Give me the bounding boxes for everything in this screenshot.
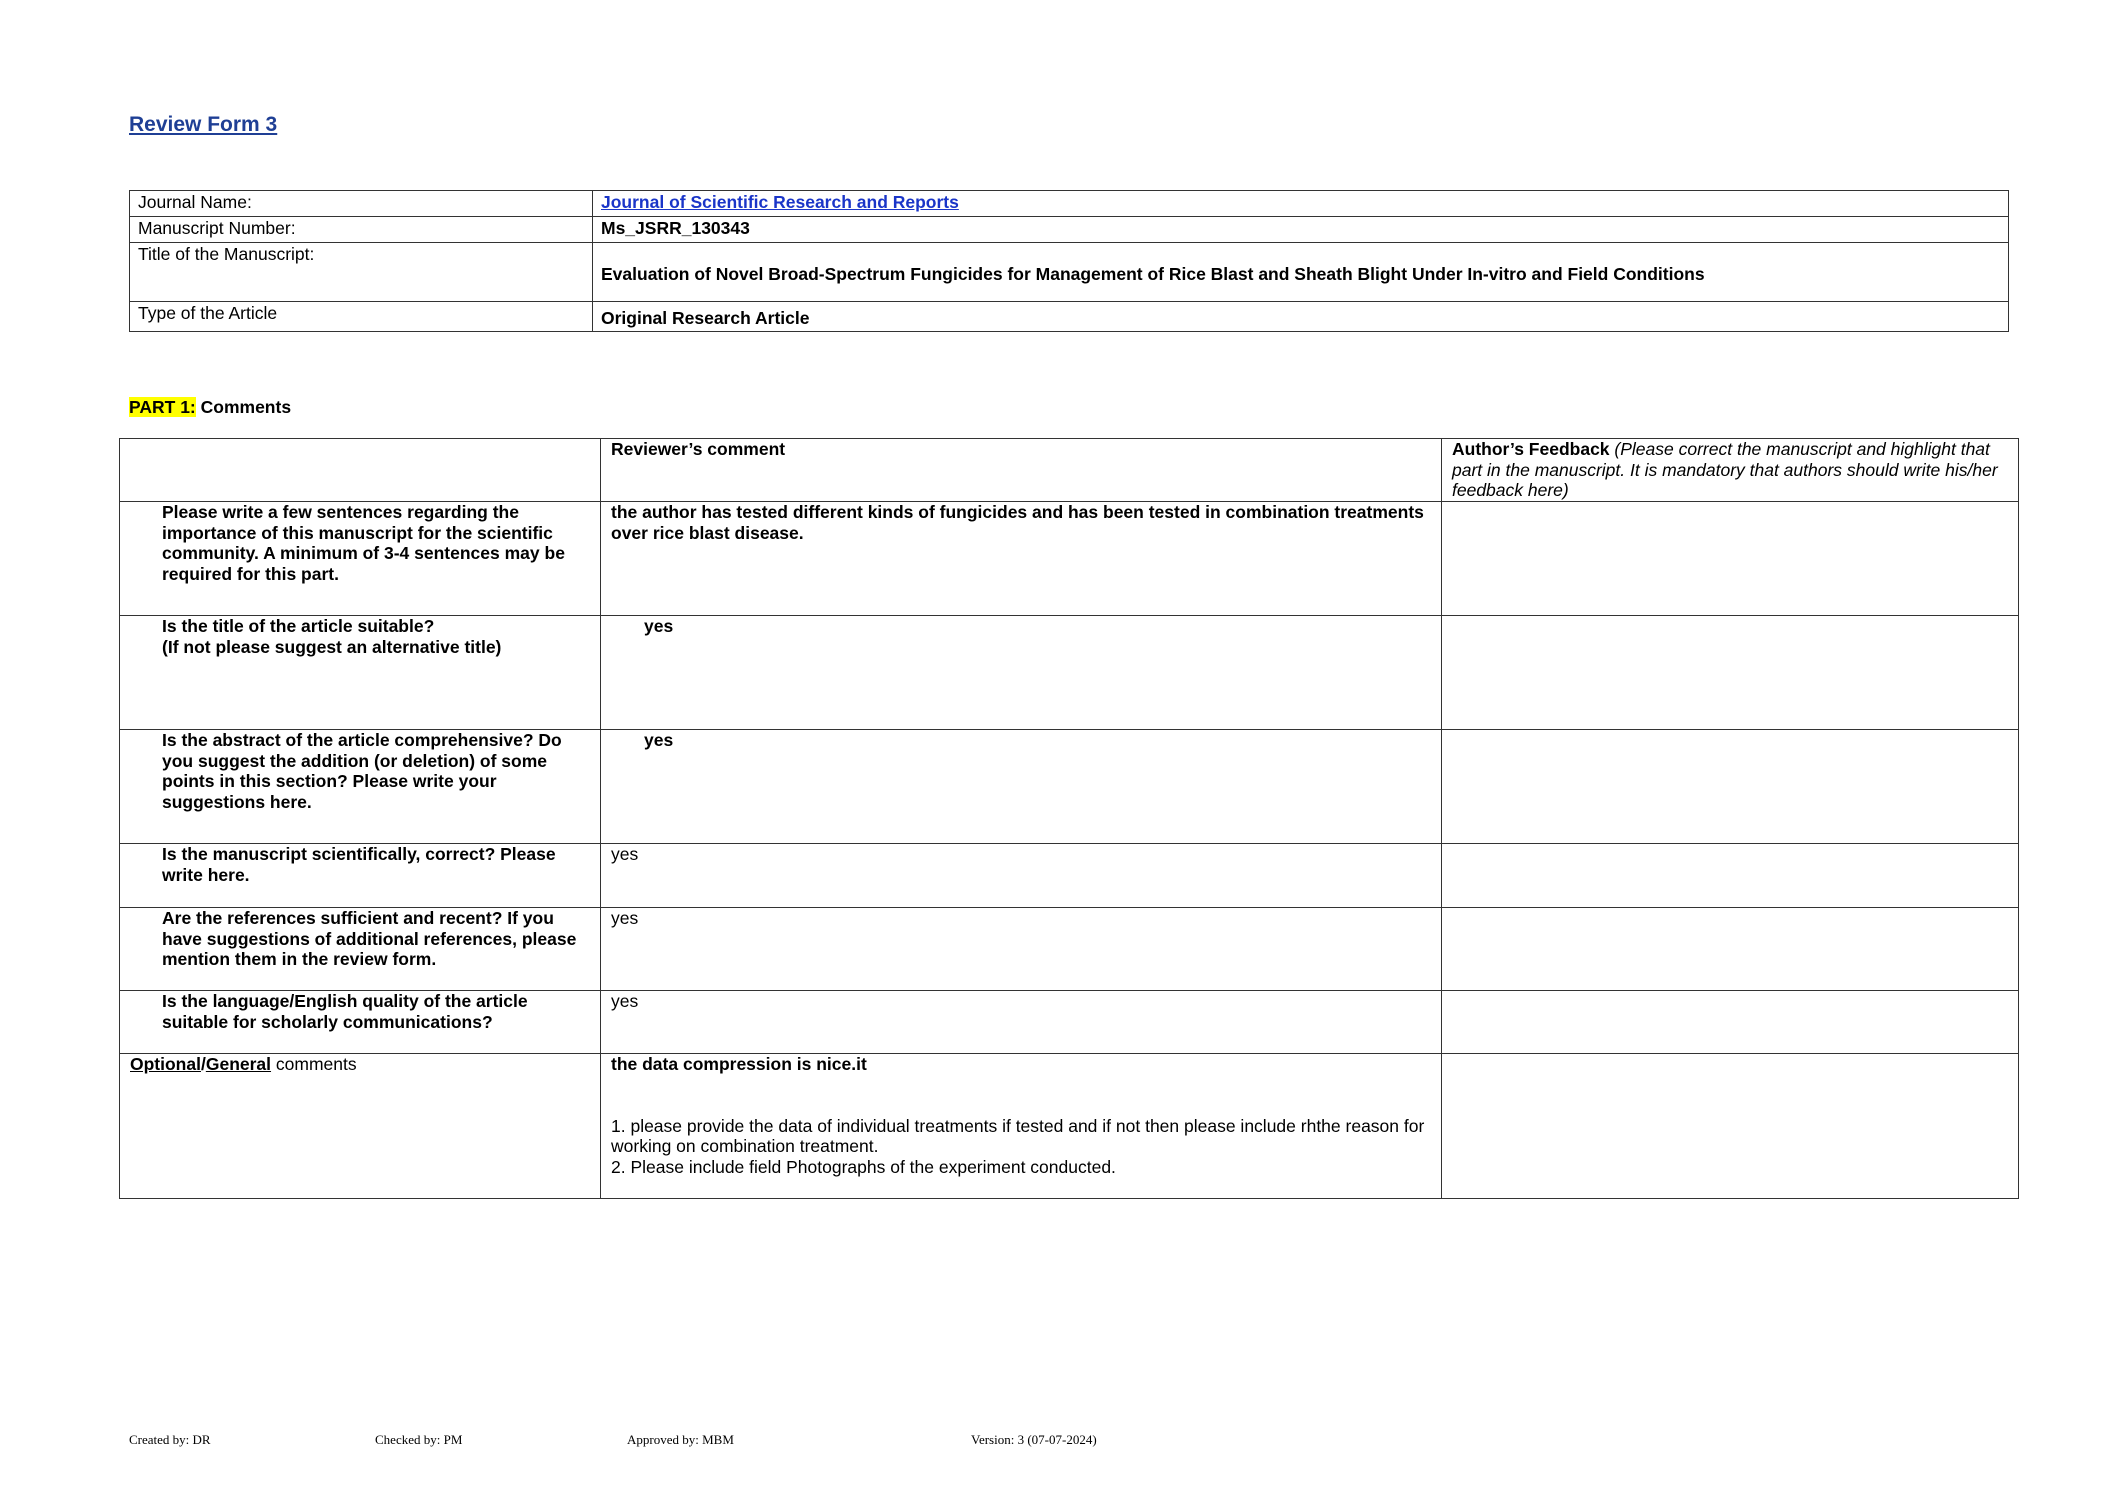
answer-references[interactable]: yes [601,908,1442,991]
answer-language[interactable]: yes [601,991,1442,1054]
part1-title: Comments [195,397,292,417]
author-feedback-optional[interactable] [1442,1054,2019,1199]
manuscript-info-table [129,190,2009,332]
footer-version: Version: 3 (07-07-2024) [971,1432,1097,1447]
manuscript-number-value: Ms_JSRR_130343 [593,217,2009,243]
author-feedback-title: Author’s Feedback [1452,439,1610,459]
author-feedback-instructions: (Please correct the manuscript and highlight that part in the manuscript. It is mandatory that authors should write his/her feedback here) [1452,439,1998,500]
optional-point-2: 2. Please include field Photographs of the experiment conducted. [611,1156,1116,1177]
question-title-line2: (If not please suggest an alternative title) [162,636,502,657]
header-author-feedback [1442,439,2019,502]
manuscript-number-row [130,217,2009,243]
journal-label: Journal Name: [130,191,593,217]
table-row [120,730,2019,844]
optional-comments-answer[interactable] [601,1054,1442,1199]
optional-label-rest: comments [271,1054,357,1074]
table-row [120,908,2019,991]
optional-label-optional: Optional [130,1054,201,1074]
comments-table [119,438,2019,1199]
optional-point-1: 1. please provide the data of individual treatments if tested and if not then please include rhthe reason for working on combination treatment. [611,1115,1425,1156]
author-feedback-abstract[interactable] [1442,730,2019,844]
author-feedback-scientific[interactable] [1442,844,2019,908]
question-importance: Please write a few sentences regarding the importance of this manuscript for the scientific community. A minimum of 3-4 sentences may be required for this part. [120,502,601,616]
header-empty-cell [120,439,601,502]
author-feedback-references[interactable] [1442,908,2019,991]
author-feedback-language[interactable] [1442,991,2019,1054]
question-language: Is the language/English quality of the article suitable for scholarly communications? [120,991,601,1054]
journal-link[interactable]: Journal of Scientific Research and Reports [601,192,959,212]
question-title-line1: Is the title of the article suitable? [162,616,435,636]
table-row [120,991,2019,1054]
footer-created-by: Created by: DR [129,1432,211,1447]
article-type-row [130,302,2009,332]
article-type-value: Original Research Article [593,302,2009,332]
journal-value[interactable] [593,191,2009,217]
optional-comments-row [120,1054,2019,1199]
optional-label-general: General [205,1054,272,1074]
table-row [120,616,2019,730]
part1-label: PART 1: [129,397,196,417]
question-abstract: Is the abstract of the article comprehensive? Do you suggest the addition (or deletion) of some points in this section? Please write your suggestions here. [120,730,601,844]
question-scientific: Is the manuscript scientifically, correct? Please write here. [120,844,601,908]
optional-label-sep: / [200,1054,206,1074]
answer-scientific[interactable]: yes [601,844,1442,908]
answer-importance[interactable]: the author has tested different kinds of fungicides and has been tested in combination treatments over rice blast disease. [601,502,1442,616]
optional-comments-label [120,1054,601,1199]
article-type-label: Type of the Article [130,302,593,332]
author-feedback-importance[interactable] [1442,502,2019,616]
manuscript-title-label: Title of the Manuscript: [130,243,593,302]
manuscript-number-label: Manuscript Number: [130,217,593,243]
header-reviewer-comment: Reviewer’s comment [601,439,1442,502]
optional-answer-summary: the data compression is nice.it [611,1054,867,1074]
manuscript-title-row [130,243,2009,302]
table-row [120,844,2019,908]
author-feedback-title[interactable] [1442,616,2019,730]
table-row [120,502,2019,616]
answer-title[interactable]: yes [601,616,1442,730]
footer-checked-by: Checked by: PM [375,1432,463,1447]
question-references: Are the references sufficient and recent? If you have suggestions of additional references, please mention them in the review form. [120,908,601,991]
answer-abstract[interactable]: yes [601,730,1442,844]
manuscript-title-value: Evaluation of Novel Broad-Spectrum Fungicides for Management of Rice Blast and Sheath Blight Under In-vitro and Field Conditions [593,243,2009,302]
question-title [120,616,601,730]
journal-row [130,191,2009,217]
footer-approved-by: Approved by: MBM [627,1432,734,1447]
form-title[interactable]: Review Form 3 [129,113,278,136]
comments-header-row [120,439,2019,502]
part1-heading [129,397,291,418]
